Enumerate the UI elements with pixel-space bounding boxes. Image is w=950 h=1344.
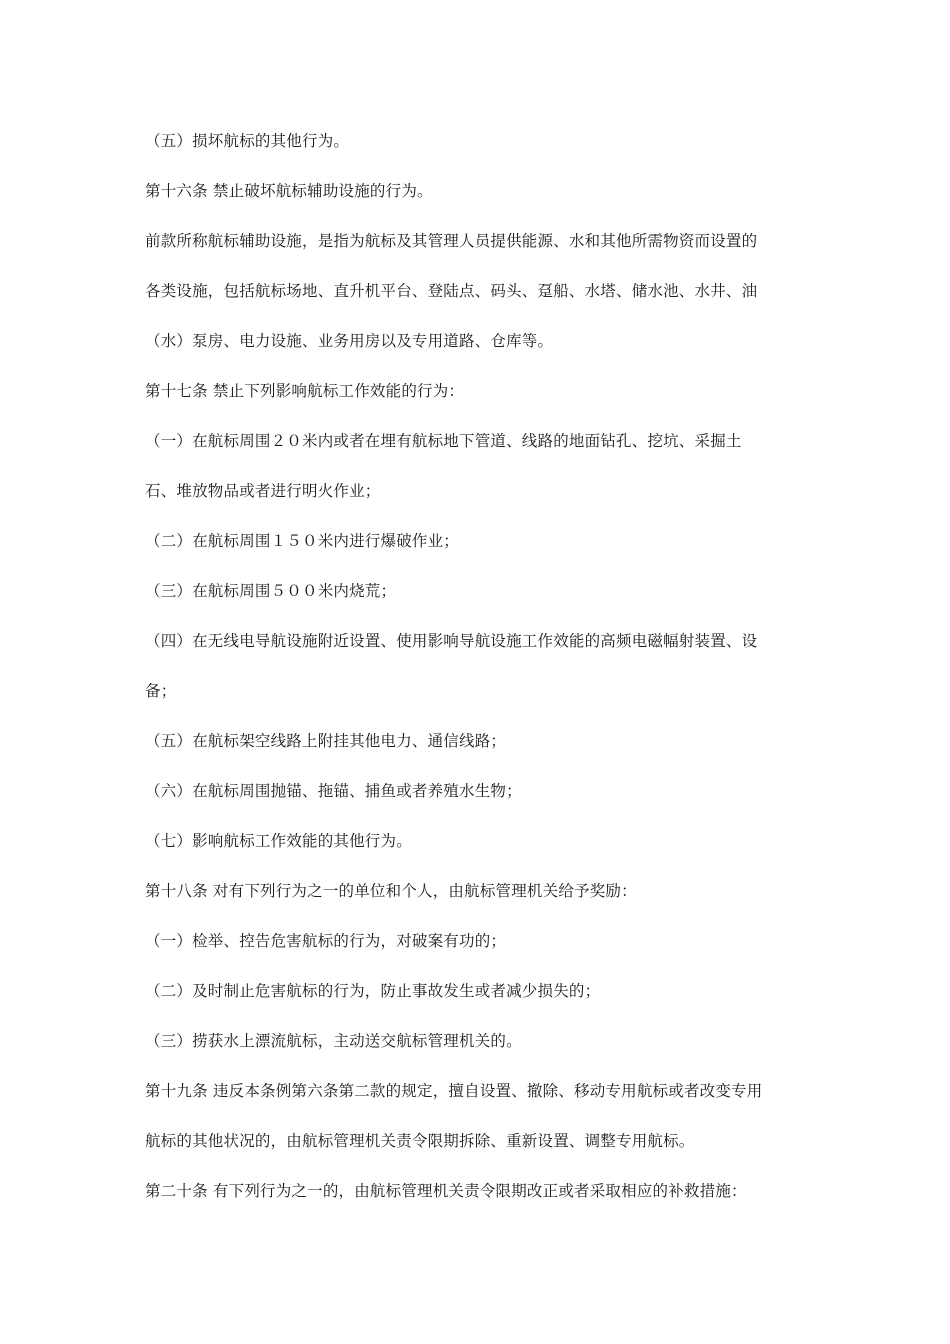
article-18-heading: 第十八条 对有下列行为之一的单位和个人，由航标管理机关给予奖励： (145, 882, 637, 900)
article-17-item-5: （五）在航标架空线路上附挂其他电力、通信线路； (145, 732, 507, 750)
article-18-item-1: （一）检举、控告危害航标的行为，对破案有功的； (145, 932, 507, 950)
clause-5-other-damage: （五）损坏航标的其他行为。 (145, 132, 350, 150)
article-16-paragraph-line-1: 前款所称航标辅助设施，是指为航标及其管理人员提供能源、水和其他所需物资而设置的 (145, 232, 758, 250)
article-20-heading: 第二十条 有下列行为之一的，由航标管理机关责令限期改正或者采取相应的补救措施： (145, 1182, 747, 1200)
article-18-item-3: （三）捞获水上漂流航标，主动送交航标管理机关的。 (145, 1032, 522, 1050)
article-17-item-3: （三）在航标周围５００米内烧荒； (145, 582, 397, 600)
article-17-item-4-line-1: （四）在无线电导航设施附近设置、使用影响导航设施工作效能的高频电磁幅射装置、设 (145, 632, 758, 650)
article-17-item-4-line-2: 备； (145, 682, 177, 700)
article-16-paragraph-line-3: （水）泵房、电力设施、业务用房以及专用道路、仓库等。 (145, 332, 554, 350)
article-19-line-2: 航标的其他状况的，由航标管理机关责令限期拆除、重新设置、调整专用航标。 (145, 1132, 695, 1150)
article-17-item-7: （七）影响航标工作效能的其他行为。 (145, 832, 412, 850)
article-17-item-6: （六）在航标周围抛锚、拖锚、捕鱼或者养殖水生物； (145, 782, 522, 800)
article-17-heading: 第十七条 禁止下列影响航标工作效能的行为： (145, 382, 465, 400)
article-17-item-1-line-2: 石、堆放物品或者进行明火作业； (145, 482, 381, 500)
document-body (145, 127, 825, 1227)
article-16-paragraph-line-2: 各类设施，包括航标场地、直升机平台、登陆点、码头、趸船、水塔、储水池、水井、油 (145, 282, 758, 300)
article-16-heading: 第十六条 禁止破坏航标辅助设施的行为。 (145, 182, 433, 200)
article-17-item-2: （二）在航标周围１５０米内进行爆破作业； (145, 532, 460, 550)
article-17-item-1-line-1: （一）在航标周围２０米内或者在埋有航标地下管道、线路的地面钻孔、挖坑、采掘土 (145, 432, 742, 450)
article-18-item-2: （二）及时制止危害航标的行为，防止事故发生或者减少损失的； (145, 982, 601, 1000)
article-19-line-1: 第十九条 违反本条例第六条第二款的规定，擅自设置、撤除、移动专用航标或者改变专用 (145, 1082, 763, 1100)
